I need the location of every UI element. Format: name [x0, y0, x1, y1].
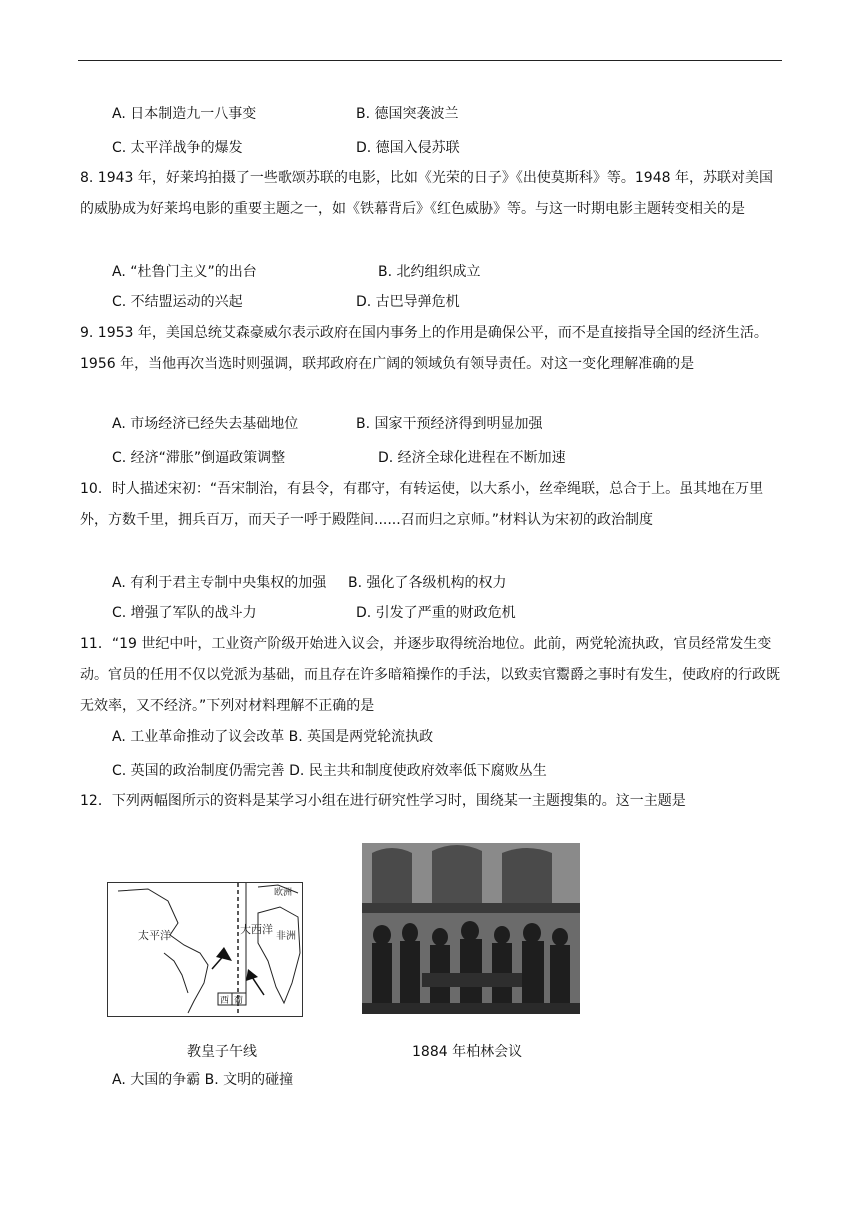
q12-options-ab[interactable]: A. 大国的争霸 B. 文明的碰撞	[112, 1072, 294, 1088]
q10-option-d[interactable]: D. 引发了严重的财政危机	[356, 605, 516, 621]
q9-option-b[interactable]: B. 国家干预经济得到明显加强	[356, 416, 543, 432]
papal-line-map	[107, 882, 303, 1017]
q10-option-c[interactable]: C. 增强了军队的战斗力	[112, 605, 257, 621]
q9-option-c[interactable]: C. 经济“滞胀”倒逼政策调整	[112, 450, 286, 466]
q11-options-ab[interactable]: A. 工业革命推动了议会改革 B. 英国是两党轮流执政	[112, 729, 434, 745]
portugal-arrow-shaft	[252, 977, 264, 995]
q8-option-d[interactable]: D. 古巴导弹危机	[356, 294, 460, 310]
portugal-arrow-icon	[246, 969, 258, 981]
q7-option-b[interactable]: B. 德国突袭波兰	[356, 106, 459, 122]
q10-option-b[interactable]: B. 强化了各级机构的权力	[348, 575, 507, 591]
q9-option-a[interactable]: A. 市场经济已经失去基础地位	[112, 416, 299, 432]
central-america-coast	[164, 953, 188, 993]
map-label-pacific: 太平洋	[138, 929, 171, 942]
map-label-portugal: 葡	[234, 996, 244, 1006]
q11-stem: 11．“19 世纪中叶，工业资产阶级开始进入议会，并逐步取得统治地位。此前，两党轮流执政，官员经常发生变动。官员的任用不仅以党派为基础，而且存在许多暗箱操作的手法，以致卖官鬻爵之事时有发生，使政府的行政既无效率，又不经济。”下列对材料理解不正确的是	[80, 636, 780, 714]
map-label-spain: 西	[220, 996, 230, 1006]
map-label-atlantic: 大西洋	[240, 923, 273, 936]
q11-options-cd[interactable]: C. 英国的政治制度仍需完善 D. 民主共和制度使政府效率低下腐败丛生	[112, 763, 547, 779]
q7-option-d[interactable]: D. 德国入侵苏联	[356, 140, 460, 156]
q8-option-b[interactable]: B. 北约组织成立	[378, 264, 481, 280]
map-label-europe: 欧洲	[274, 888, 293, 898]
q8-option-c[interactable]: C. 不结盟运动的兴起	[112, 294, 243, 310]
q10-stem: 10．时人描述宋初：“吾宋制治，有县令，有郡守，有转运使，以大系小，丝牵绳联，总合于上。虽其地在万里外，方数千里，拥兵百万，而天子一呼于殿陛间......召而归之京师。”材料认为宋初的政治制度	[80, 481, 764, 528]
q9-option-d[interactable]: D. 经济全球化进程在不断加速	[378, 450, 566, 466]
q7-option-a[interactable]: A. 日本制造九一八事变	[112, 106, 257, 122]
q7-option-c[interactable]: C. 太平洋战争的爆发	[112, 140, 243, 156]
americas-coastline	[118, 889, 208, 1013]
q9-stem: 9. 1953 年，美国总统艾森豪威尔表示政府在国内事务上的作用是确保公平，而不是直接指导全国的经济生活。1956 年，当他再次当选时则强调，联邦政府在广阔的领域负有领导责任。对这一变化理解准确的是	[80, 325, 768, 372]
q8-stem: 8. 1943 年，好莱坞拍摄了一些歌颂苏联的电影，比如《光荣的日子》《出使莫斯科》等。1948 年，苏联对美国的威胁成为好莱坞电影的重要主题之一，如《铁幕背后》《红色威胁》等。与这一时期电影主题转变相关的是	[80, 170, 773, 217]
q10-option-a[interactable]: A. 有利于君主专制中央集权的加强	[112, 575, 327, 591]
map-illustration	[108, 883, 302, 1016]
header-rule	[78, 60, 782, 61]
photo-illustration	[362, 843, 580, 1014]
map-label-africa: 非洲	[276, 931, 296, 942]
photo-caption: 1884 年柏林会议	[412, 1044, 523, 1060]
spain-arrow-icon	[216, 947, 232, 961]
africa-coastline	[258, 907, 300, 1003]
q8-option-a[interactable]: A. “杜鲁门主义”的出台	[112, 264, 257, 280]
q12-stem: 12．下列两幅图所示的资料是某学习小组在进行研究性学习时，围绕某一主题搜集的。这一主题是	[80, 793, 686, 809]
berlin-conference-photo	[362, 843, 580, 1014]
map-caption: 教皇子午线	[187, 1044, 257, 1060]
